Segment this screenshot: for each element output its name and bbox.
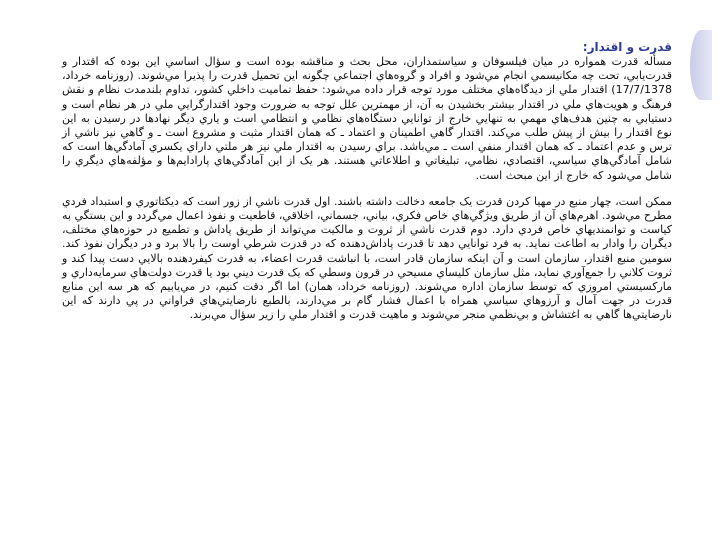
slide-title: قدرت و اقتدار: [582,40,672,54]
paragraph-1: مسأله قدرت همواره در ميان فيلسوفان و سياستمداران، محل بحث و مناقشه بوده است و سؤال اساسي اين بوده كه اقتدار و قدرت‌يابي، تحت چه مكانيسمي انجام مي‌شود و افراد و گروه‌هاي اجتماعي چگونه اين تحميل قدرت را پذيرا مي‌شوند. (روزنامه خرداد، 17/7/1378) اقتدار ملي از ديدگاه‌هاي مختلف مورد توجه قرار داده مي‌شود: حفظ تماميت داخلي كشور، تداوم بلندمدت نظام و نقش فرهنگ و هويت‌هاي ملي در اقتدار بيشتر بخشيدن به آن، از مهمترين علل توجه به ضرورت وجود اقتدارگرايي ملي در هر نظام است و دستيابي به چنين هدف‌هاي مهمي به تنهايي خارج از توانايي دستگاه‌هاي نظامي و انتظامي است و ياري ديگر نهادها در رسيدن به اين نوع اقتدار را بيش از پيش طلب مي‌كند. اقتدار گاهي اطمينان و اعتماد ـ كه همان اقتدار مثبت و مشروع است ـ و گاهي نيز ناشي از ترس و عدم اعتماد ـ كه همان اقتدار منفي است ـ مي‌باشد. براي رسيدن به اقتدار ملي نيز هر ملتي داراي يكسري آمادگي‌ها است كه شامل آمادگي‌هاي سياسي، اقتصادي، نظامي، تبليغاتي و اطلاعاتي هستند. هر يک از اين آمادگي‌هاي پارادايم‌ها و مؤلفه‌هاي ديگري را شامل مي‌شود كه خارج از اين مبحث است. [62,55,672,182]
slide-accent-arc [690,30,712,100]
paragraph-2: ممكن است، چهار منبع در مهيا كردن قدرت يک جامعه دخالت داشته باشند. اول قدرت ناشي از زور است كه ديكتاتوري و استبداد فردي مطرح مي‌شود. اهرم‌هاي آن از طريق ويژگي‌هاي خاص فكري، بياني، جسماني، اخلاقي، قاطعيت و نفوذ اعمال مي‌گردد و اين بستگي به كياست و توانمنديهاي خاص فردي دارد. دوم قدرت ناشي از ثروت و مالكيت مي‌تواند از طريق پاداش و تطميع در حوزه‌هاي مختلف، ديگران را وادار به اطاعت نمايد. به فرد توانايي دهد تا قدرت پاداش‌دهنده كه در قدرت شرطي اوست را بالا برد و در ديگران نفوذ كند. سومين منبع اقتدار، سازمان است و آن اينكه سازمان قادر است، با انباشت قدرت اعضاء، به قدرت كيفردهنده بالايي دست پيدا كند و ثروت كلاني را جمع‌آوري نمايد، مثل سازمان كليساي مسيحي در قرون وسطي كه يک قدرت ديني بود يا قدرت دولت‌هاي سرمايه‌داري و ماركسيستي امروزي كه توسط سازمان اداره مي‌شوند. (روزنامه خرداد، همان) اما اگر دقت كنيم، در مي‌يابيم كه هر سه اين منابع قدرت در جهت آمال و آرزوهاي سياسي همراه با اعمال فشار گام بر مي‌دارند، بالطبع نارضايتي‌هاي فراواني در پي دارند كه اين نارضايتي‌ها گاهي به اغتشاش و بي‌نظمي منجر مي‌شوند و ماهيت قدرت و اقتدار ملي را زير سؤال مي‌برند. [62,194,672,322]
slide-content [62,40,672,323]
